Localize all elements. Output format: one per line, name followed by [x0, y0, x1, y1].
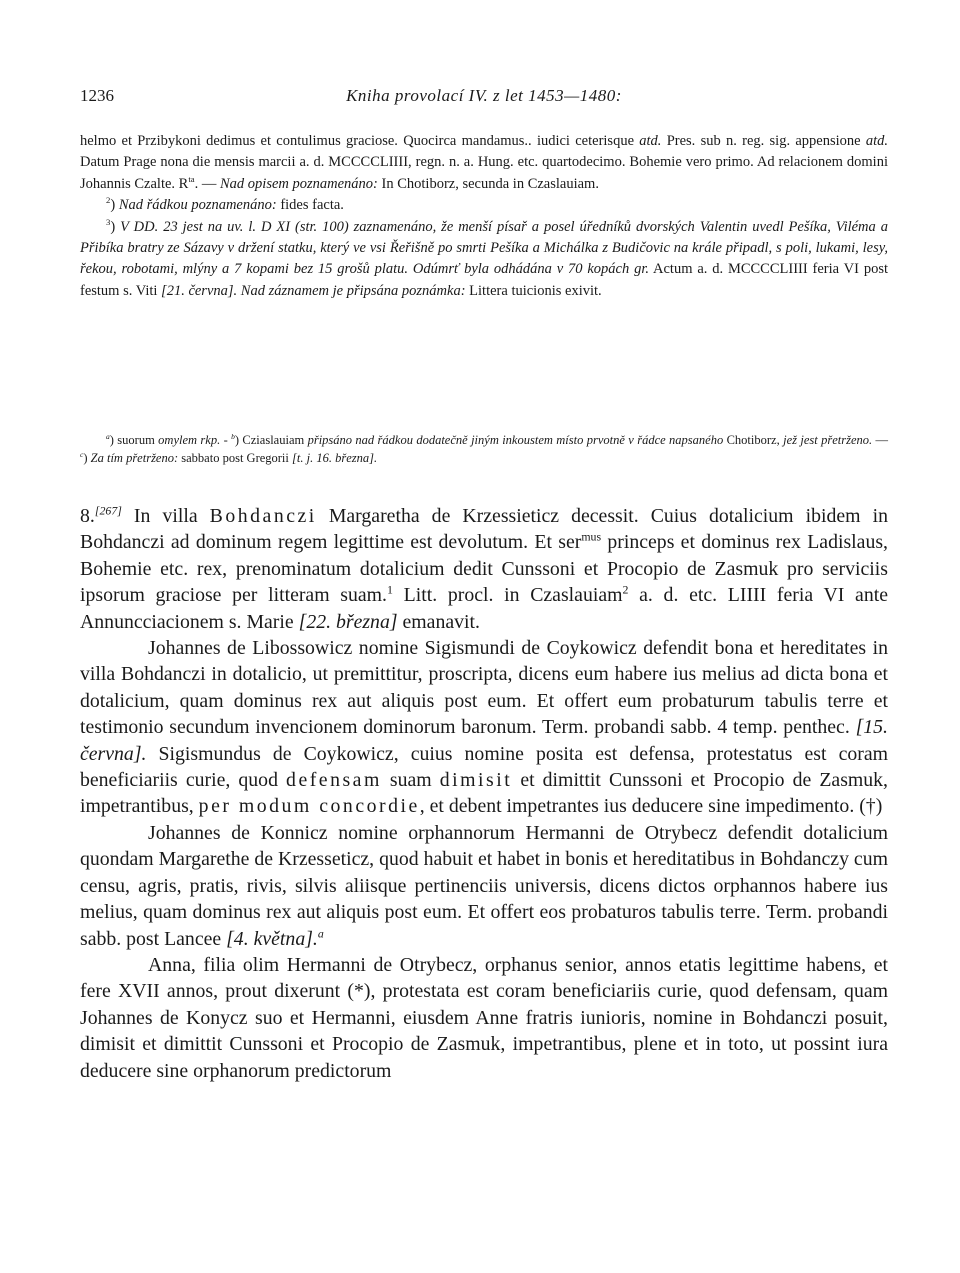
main-text: [80, 503, 888, 1084]
page-number: 1236: [80, 86, 114, 105]
entry-8: 8.[267] In villa Bohdanczi Margaretha de Krzessieticz decessit. Cuius dotalicium ibidem in Bohdanczi ad dominum regem legittime est devolutum. Et ser$^{mus}$ princeps et dominus rex Ladislaus, Bohemie etc. rex, prenominatum dotalicium dedit Cunssoni et Procopio de Zasmuk pro serviciis ipsorum graciose per litteram suam.$^1$ Litt. procl. in Czaslauiam$^2$ a. d. etc. LIIII feria VI ante Annuncciacionem s. Marie [22. března] emanavit.: [80, 503, 888, 633]
note-1: helmo et Przibykoni dedimus et contulimus graciose. Quocirca mandamus.. iudici ceterisque atd. Pres. sub n. reg. sig. appensione atd. Datum Prage nona die mensis marcii a. d. MCCCCLIIII, regn. n. a. Hung. etc. quartodecimo. Bohemie vero primo. Ad relacionem domini Johannis Czalte. $R^{ta}$. — Nad opisem poznamenáno: In Chotiborz, secunda in Czaslauiam.: [80, 133, 889, 192]
paragraph-anna: Anna, filia olim Hermanni de Otrybecz, orphanus senior, annos etatis legittime habens, et fere XVII annos, prout dixerunt (*), protestata est coram beneficiariis curie, quod defensam, quam Johannes de Konycz suo et Hermanni, eiusdem Anne fratris iunioris, nomine in Bohdanczi posuit, dimisit et dimittit Cunssoni et Procopio de Zasmuk, impetrantibus, plene et in toto, ut possint iura deducere sine orphanorum predictorum: [80, 953, 888, 1082]
paragraph-libossowicz: Johannes de Libossowicz nomine Sigismundi de Coykowicz defendit bona et hereditates in villa Bohdanczi in dotalicio, ut premittitur, proscripta, dicens eum habere ius melius ad dicta bona et dotalicium, quam dominus rex aut aliquis post eum. Et offert eum probaturum tabulis terre et testimonio secundum invencionem dominorum baronum. Term. probandi sabb. 4 temp. penthec. [15. června]. Sigismundus de Coykowicz, cuius nomine posita est defensa, protestatus est coram beneficiariis curie, quod defensam suam dimisit et dimittit Cunssoni et Procopio de Zasmuk, impetrantibus, per modum concordie, et debent impetrantes ius deducere sine impedimento. (†): [80, 637, 889, 818]
paragraph-konnicz: Johannes de Konnicz nomine orphannorum Hermanni de Otrybecz defendit dotalicium quondam Margarethe de Krzesseticz, quod habuit et habet in bonis et hereditatibus in Bohdanczy cum censu, agris, pratis, rivis, silvis aliisque pertinenciis universis, dicens dictos orphannos habere ius melius, quam dominus rex aut aliquis post eum. Et offert eos probaturos tabulis terre. Term. probandi sabb. post Lancee [4. května].$^a$: [80, 821, 888, 950]
critical-apparatus: [80, 432, 888, 467]
running-head: [80, 86, 888, 110]
editorial-notes: [80, 131, 888, 302]
note-3: $^3$) V DD. 23 jest na uv. l. D XI (str. 100) zaznamenáno, že menší písař a posel úředníků dvorských Valentin uvedl Pešíka, Viléma a Přibíka bratry ze Sázavy v držení statku, který ve vsi Řeřišně po smrti Pešíka a Michálka z Budičovic na krále připadl, s poli, lukami, lesy, řekou, robotami, mlýny a 7 kopami bez 15 grošů platu. Odúmrť byla odhádána v 70 kopách gr. Actum a. d. MCCCCLIIII feria VI post festum s. Viti [21. června]. Nad záznamem je připsána poznámka: Littera tuicionis exivit.: [80, 216, 888, 299]
apparatus-notes: $^a$) suorum omylem rkp. - $^b$) Cziaslauiam připsáno nad řádkou dodatečně jiným inkoustem místo prvotně v řádce napsaného Chotiborz, jež jest přetrženo. — $^c$) Za tím přetrženo: sabbato post Gregorii [t. j. 16. března].: [80, 431, 888, 465]
page-title: Kniha provolací IV. z let 1453—1480:: [346, 86, 622, 105]
note-2: $^2$) Nad řádkou poznamenáno: fides facta.: [106, 195, 344, 214]
